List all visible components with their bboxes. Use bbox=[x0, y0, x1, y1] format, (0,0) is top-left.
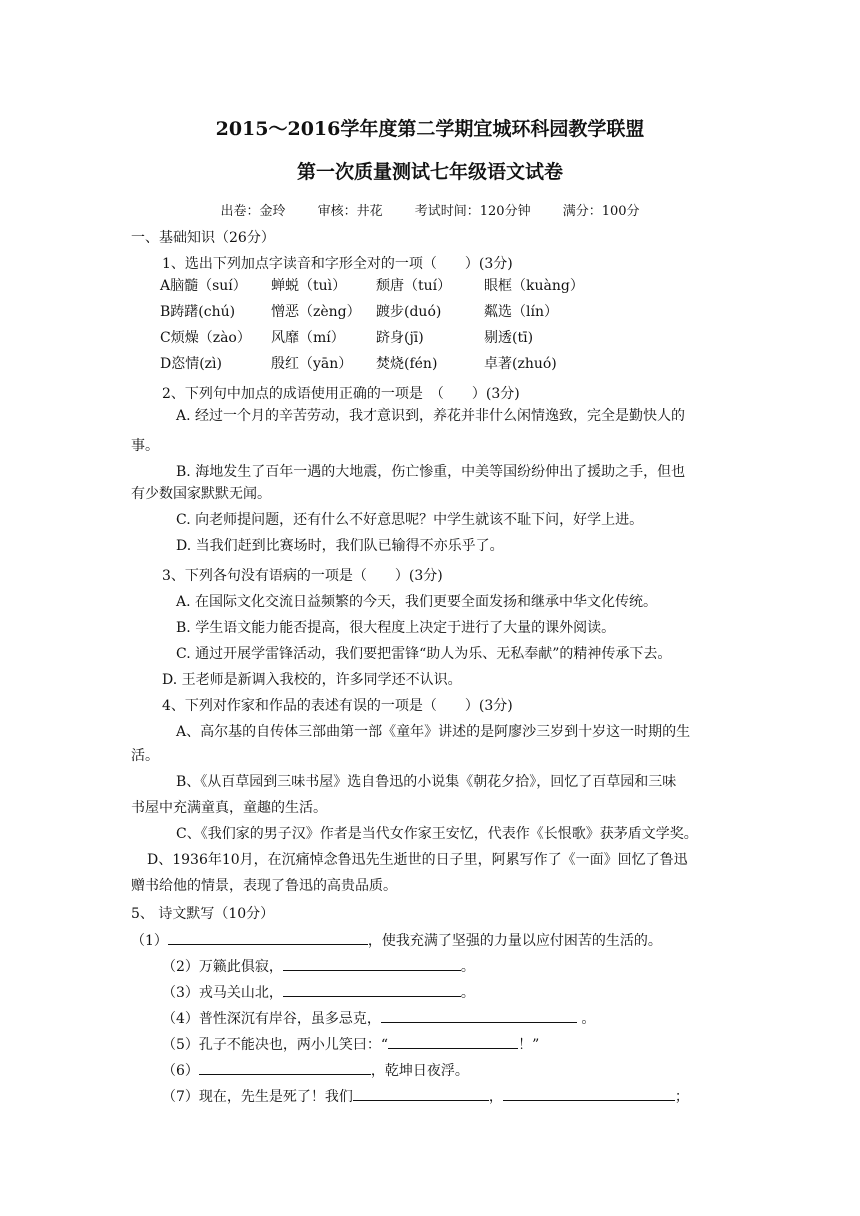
q1-c-opt4: 剔透(tī) bbox=[484, 330, 534, 346]
q4-option-b-cont: 书屋中充满童真，童趣的生活。 bbox=[131, 800, 327, 816]
q5-item-3-num: （3） bbox=[162, 985, 199, 1001]
q5-item-5-end: ！” bbox=[518, 1037, 540, 1053]
q5-item-1-num: （1） bbox=[131, 933, 168, 949]
q1-c-opt3: 跻身(jī) bbox=[376, 330, 424, 346]
q4-option-a-cont: 活。 bbox=[131, 748, 159, 764]
q1-b-opt2: 憎恶（zèng） bbox=[271, 304, 361, 320]
q5-item-4 bbox=[162, 1008, 595, 1029]
q5-item-5-num: （5） bbox=[162, 1037, 199, 1053]
q5-item-4-text: 普性深沉有岸谷，虽多忌克， bbox=[198, 1011, 381, 1027]
q5-item-6-text: ，乾坤日夜浮。 bbox=[370, 1063, 469, 1079]
q3-option-d: D. 王老师是新调入我校的，许多同学还不认识。 bbox=[162, 672, 462, 688]
q4-option-d: D、1936年10月，在沉痛悼念鲁迅先生逝世的日子里，阿累写作了《一面》回忆了鲁迅 bbox=[147, 852, 688, 868]
q4-option-d-cont: 赠书给他的情景，表现了鲁迅的高贵品质。 bbox=[131, 878, 397, 894]
q5-item-7-mid: ， bbox=[488, 1089, 503, 1105]
q2-option-d: D. 当我们赶到比赛场时，我们队已输得不亦乐乎了。 bbox=[176, 538, 504, 554]
q2-option-c: C. 向老师提问题，还有什么不好意思呢？中学生就该不耻下问，好学上进。 bbox=[176, 512, 644, 528]
q1-d-opt3: 焚烧(fén) bbox=[376, 356, 438, 372]
q5-item-6-num: （6） bbox=[162, 1063, 199, 1079]
q5-item-7-blank-2[interactable] bbox=[503, 1086, 675, 1101]
author-label: 出卷：金玲 bbox=[220, 204, 286, 219]
q4-option-a: A、高尔基的自传体三部曲第一部《童年》讲述的是阿廖沙三岁到十岁这一时期的生 bbox=[176, 724, 691, 740]
q1-a-opt3: 颓唐（tuí） bbox=[376, 278, 452, 294]
q5-item-6 bbox=[162, 1060, 469, 1081]
q3-option-c: C. 通过开展学雷锋活动，我们要把雷锋“助人为乐、无私奉献”的精神传承下去。 bbox=[176, 646, 672, 662]
q5-item-1 bbox=[131, 930, 662, 951]
q5-item-3-text: 戎马关山北， bbox=[198, 985, 283, 1001]
q5-item-5-text: 孔子不能决也，两小儿笑曰：“ bbox=[198, 1037, 389, 1053]
time-label: 考试时间：120分钟 bbox=[414, 204, 531, 219]
q5-item-1-blank[interactable] bbox=[168, 930, 368, 945]
exam-title-line1: 2015～2016学年度第二学期宜城环科园教学联盟 bbox=[215, 118, 645, 140]
section-heading: 一、基础知识（26分） bbox=[131, 230, 275, 246]
q2-option-a: A. 经过一个月的辛苦劳动，我才意识到，养花并非什么闲情逸致，完全是勤快人的 bbox=[176, 408, 686, 424]
q5-item-3-end: 。 bbox=[460, 985, 475, 1001]
q4-stem: 4、下列对作家和作品的表述有误的一项是（ ）(3分) bbox=[162, 698, 513, 714]
q5-item-5-blank[interactable] bbox=[388, 1034, 518, 1049]
q2-stem: 2、下列句中加点的成语使用正确的一项是 （ ）(3分) bbox=[162, 386, 520, 402]
q4-option-c: C、《我们家的男子汉》作者是当代女作家王安忆，代表作《长恨歌》获茅盾文学奖。 bbox=[176, 826, 698, 842]
q5-item-7-end: ； bbox=[674, 1089, 689, 1105]
q5-item-7-num: （7） bbox=[162, 1089, 199, 1105]
q5-item-7 bbox=[162, 1086, 689, 1107]
q3-option-b: B. 学生语文能力能否提高，很大程度上决定于进行了大量的课外阅读。 bbox=[176, 620, 616, 636]
q2-option-a-cont: 事。 bbox=[131, 438, 159, 454]
q1-c-opt2: 风靡（mí） bbox=[271, 330, 345, 346]
q5-item-3 bbox=[162, 982, 475, 1003]
q5-item-7-blank-1[interactable] bbox=[353, 1086, 489, 1101]
q5-item-2-blank[interactable] bbox=[283, 956, 461, 971]
q3-stem: 3、下列各句没有语病的一项是（ ）(3分) bbox=[162, 568, 443, 584]
q5-item-2 bbox=[162, 956, 475, 977]
q5-item-4-blank[interactable] bbox=[381, 1008, 577, 1023]
q5-item-1-text: ，使我充满了坚强的力量以应付困苦的生活的。 bbox=[367, 933, 662, 949]
q1-a-opt4: 眼框（kuàng） bbox=[484, 278, 584, 294]
q1-d-opt4: 卓著(zhuó) bbox=[484, 356, 557, 372]
q3-option-a: A. 在国际文化交流日益频繁的今天，我们更要全面发扬和继承中华文化传统。 bbox=[176, 594, 658, 610]
q5-item-7-text: 现在，先生是死了！我们 bbox=[198, 1089, 353, 1105]
q1-a-opt2: 蝉蜕（tuì） bbox=[271, 278, 347, 294]
q5-item-3-blank[interactable] bbox=[283, 982, 461, 997]
score-label: 满分：100分 bbox=[562, 204, 640, 219]
exam-meta bbox=[0, 202, 860, 222]
q5-stem: 5、 诗文默写（10分） bbox=[131, 906, 275, 922]
q5-item-2-end: 。 bbox=[460, 959, 475, 975]
exam-title-line2: 第一次质量测试七年级语文试卷 bbox=[296, 161, 563, 183]
q5-item-4-num: （4） bbox=[162, 1011, 199, 1027]
q1-b-opt4: 粼选（lín） bbox=[484, 304, 558, 320]
q1-d-opt2: 殷红（yān） bbox=[271, 356, 353, 372]
q1-a-opt1: A脑髓（suí） bbox=[160, 278, 247, 294]
q2-option-b: B. 海地发生了百年一遇的大地震，伤亡惨重，中美等国纷纷伸出了援助之手，但也 bbox=[176, 464, 686, 480]
reviewer-label: 审核：井花 bbox=[317, 204, 383, 219]
q5-item-2-text: 万籁此俱寂， bbox=[198, 959, 283, 975]
q1-c-opt1: C烦燥（zào） bbox=[160, 330, 251, 346]
q2-option-b-cont: 有少数国家默默无闻。 bbox=[131, 486, 271, 502]
q5-item-5 bbox=[162, 1034, 539, 1055]
q5-item-4-end: 。 bbox=[576, 1011, 596, 1027]
q5-item-6-blank[interactable] bbox=[199, 1060, 371, 1075]
q4-option-b: B、《从百草园到三味书屋》选自鲁迅的小说集《朝花夕拾》，回忆了百草园和三味 bbox=[176, 774, 677, 790]
q1-b-opt3: 踱步(duó) bbox=[376, 304, 442, 320]
q1-stem: 1、选出下列加点字读音和字形全对的一项（ ）(3分) bbox=[162, 256, 513, 272]
q5-item-2-num: （2） bbox=[162, 959, 199, 975]
q1-b-opt1: B踌躇(chú) bbox=[160, 304, 236, 320]
q1-d-opt1: D恣情(zì) bbox=[160, 356, 223, 372]
